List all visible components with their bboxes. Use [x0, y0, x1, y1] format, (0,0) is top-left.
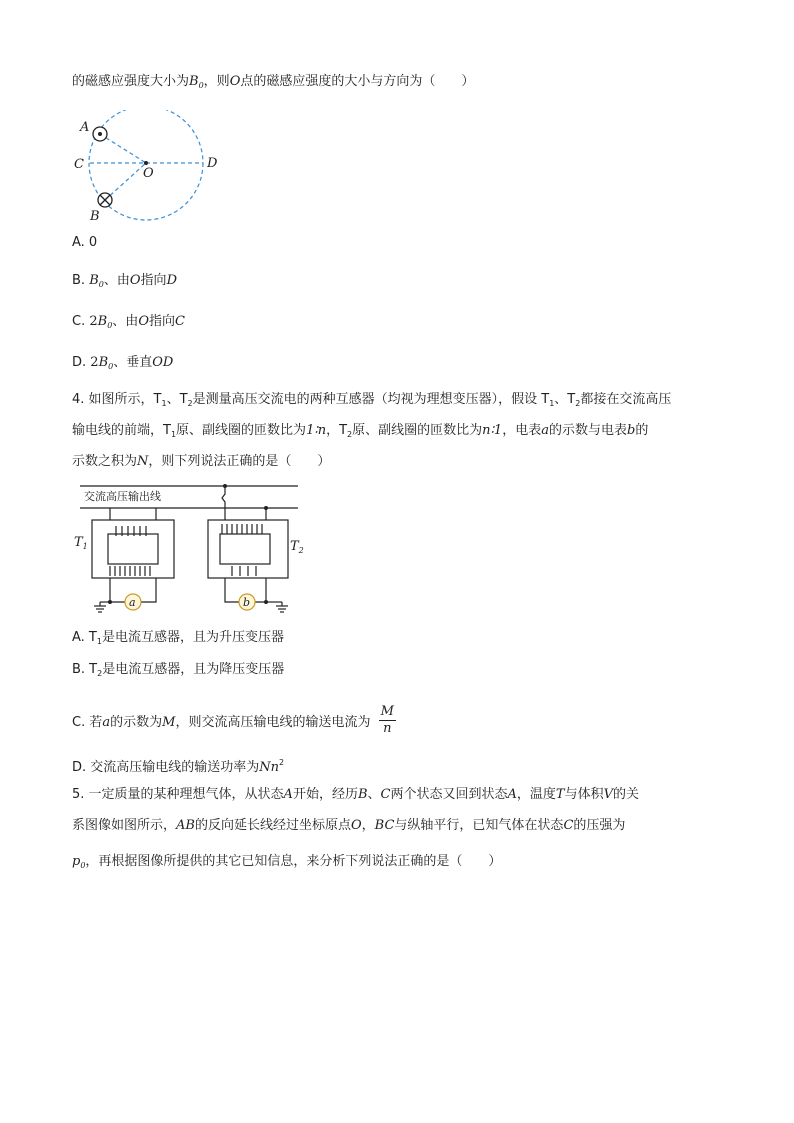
- q4-stem-line1: 4. 如图所示，$T_1$、$T_2$是测量高压交流电的两种互感器（均视为理想变压器），假设 $T_1$、$T_2$都接在交流高压: [72, 392, 672, 408]
- fraction-m-over-n: $\frac{M}{n}$: [380, 704, 394, 736]
- q3-option-a: A. 0: [72, 235, 98, 250]
- q3-option-b: B. $B_0$、由O指向D: [72, 273, 177, 289]
- svg-text:b: b: [243, 596, 251, 609]
- q5-stem-line3: $p_0$，再根据图像所提供的其它已知信息，来分析下列说法正确的是（ ）: [72, 854, 502, 870]
- svg-text:a: a: [129, 596, 136, 609]
- q3-circle-figure: [70, 110, 230, 225]
- label-b: B: [90, 209, 100, 224]
- label-c: C: [74, 157, 84, 172]
- q4-option-b: B. $T_2$是电流互感器，且为降压变压器: [72, 662, 285, 678]
- q4-option-a: A. $T_1$是电流互感器，且为升压变压器: [72, 630, 284, 646]
- label-t1: $T_1$: [74, 535, 88, 551]
- q4-option-d: D. 交流高压输电线的输送功率为Nn$^2$: [72, 758, 285, 775]
- ground-icon-right: [266, 602, 288, 612]
- current-out-of-page-icon: [93, 127, 107, 141]
- q3-option-c: C. $2B_0$、由O指向C: [72, 314, 185, 330]
- meter-b: [239, 594, 255, 610]
- label-a: A: [80, 120, 90, 135]
- q4-option-c: C. 若a的示数为M，则交流高压输电线的输送电流为 $\frac{M}{n}$: [72, 704, 394, 736]
- q3-option-d: D. $2B_0$、垂直OD: [72, 355, 174, 371]
- current-into-page-icon: [98, 193, 112, 207]
- q4-transformer-figure: [70, 478, 310, 618]
- q5-stem-line2: 系图像如图所示，AB的反向延长线经过坐标原点O，BC与纵轴平行，已知气体在状态C的压强为: [72, 818, 626, 833]
- meter-a: [125, 594, 141, 610]
- q4-stem-line2: 输电线的前端，$T_1$原、副线圈的匝数比为1∶n，$T_2$原、副线圈的匝数比为n∶1，电表a的示数与电表b的: [72, 423, 649, 439]
- label-d: D: [207, 156, 218, 171]
- label-o: O: [143, 166, 154, 181]
- hv-line-label: 交流高压输出线: [84, 490, 161, 503]
- q4-stem-line3: 示数之积为N，则下列说法正确的是（ ）: [72, 454, 331, 469]
- ground-icon-left: [94, 602, 110, 612]
- label-t2: $T_2$: [290, 539, 304, 555]
- transformer-t2: [208, 484, 288, 612]
- q5-stem-line1: 5. 一定质量的某种理想气体，从状态A开始，经历B、C两个状态又回到状态A，温度T与体积V的关: [72, 787, 639, 802]
- q3-stem: 的磁感应强度大小为$B_0$，则O点的磁感应强度的大小与方向为（ ）: [72, 74, 475, 90]
